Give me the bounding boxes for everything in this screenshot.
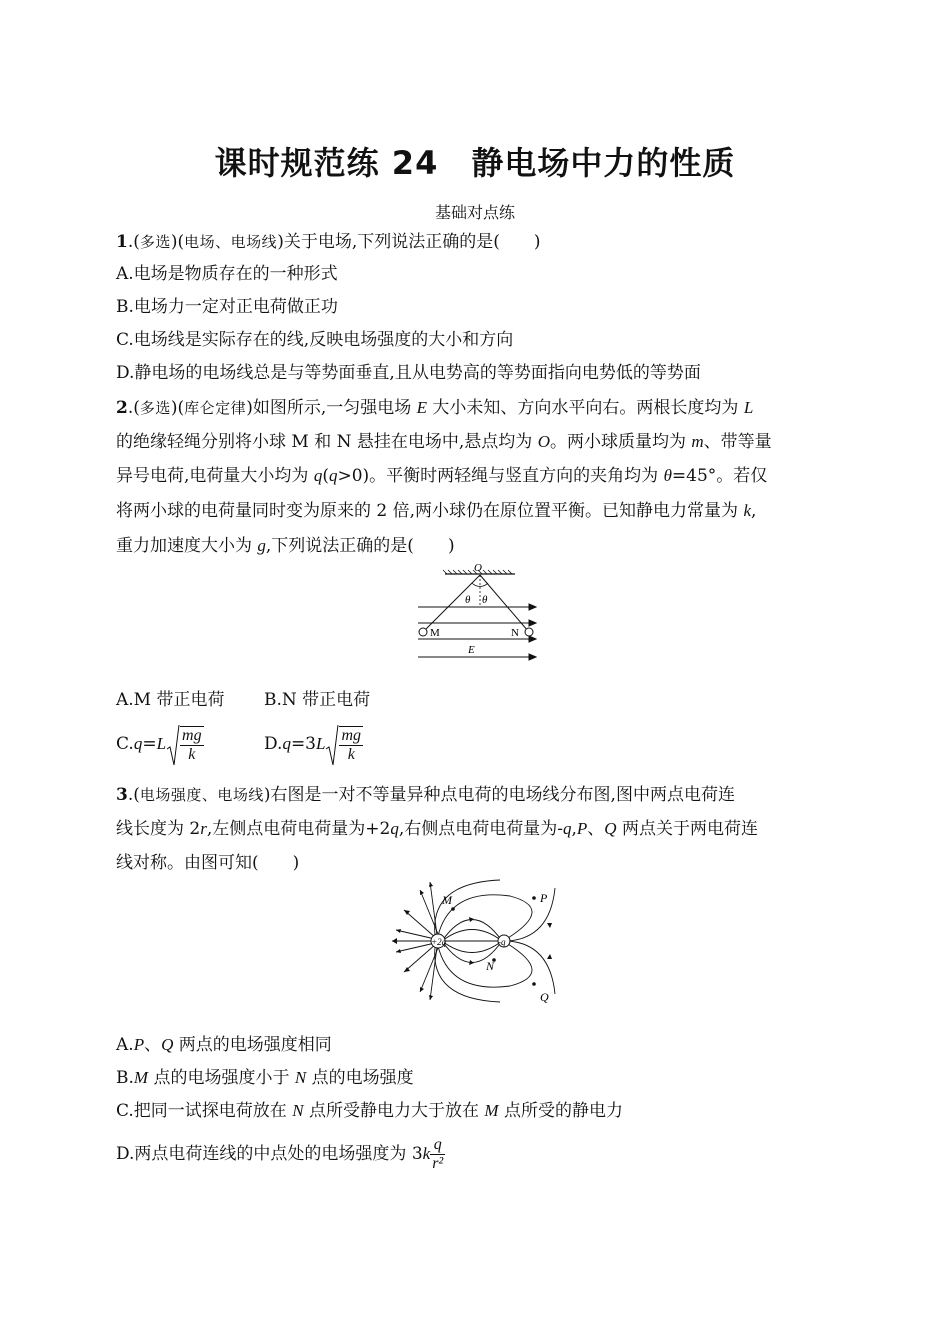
q2-optd-eq: =3 [290, 734, 316, 754]
q3-number: 3 [116, 785, 128, 805]
q2-l1-post: )如图所示,一匀强电场 [246, 398, 417, 418]
q2-optd-q: q [282, 734, 291, 753]
q3-optd-fraction [430, 1136, 445, 1173]
q3-opta-post: 两点的电场强度相同 [173, 1035, 332, 1055]
q2-optc-num: mg [182, 727, 202, 744]
q3-symbol-Q: Q [604, 819, 617, 838]
q3-symbol-q2: q [562, 819, 572, 838]
q2-l4b: , [750, 501, 757, 521]
q3-symbol-P: P [576, 819, 588, 838]
q3-stem-line1 [116, 783, 735, 807]
q1-number: 1 [116, 232, 128, 252]
section-subtitle: 基础对点练 [434, 203, 515, 222]
q2-l2b: 。两小球质量均为 [550, 432, 692, 452]
q3-stem-line3: 线对称。由图可知( ) [116, 853, 300, 873]
q3-fig-label-N: N [486, 959, 495, 973]
q2-optc-fraction [180, 726, 204, 764]
q3-l1-post: )右图是一对不等量异种点电荷的电场线分布图,图中两点电荷连 [263, 785, 735, 805]
q1-stem [116, 230, 541, 254]
q1-option-d: D.静电场的电场线总是与等势面垂直,且从电势高的等势面指向电势低的等势面 [116, 363, 701, 383]
q2-fig-label-O: O [474, 562, 482, 574]
q2-l3c: >0)。平衡时两轻绳与竖直方向的夹角均为 [337, 466, 664, 486]
q2-optd-den: k [339, 745, 363, 764]
q1-stem-pre: .( [127, 232, 140, 252]
q2-stem-line2 [116, 430, 772, 454]
q2-symbol-q2: q [328, 466, 338, 485]
q2-fig-label-N: N [511, 627, 519, 639]
q2-optc-eq: = [142, 734, 157, 754]
q3-optb-post: 点的电场强度 [306, 1068, 414, 1088]
q2-fig-label-theta-left: θ [465, 594, 471, 606]
q3-optb-M: M [133, 1068, 149, 1087]
q3-option-d [116, 1134, 445, 1174]
q2-symbol-theta: θ [663, 466, 672, 485]
q3-opta-mid: 、 [144, 1035, 162, 1055]
q3-l2a: 线长度为 2 [116, 819, 201, 839]
q2-optd-L: L [316, 734, 326, 753]
q2-stem-line5 [116, 534, 455, 558]
q3-fig-label-minus: -q [498, 937, 506, 947]
q3-fig-label-Q: Q [540, 990, 549, 1004]
q2-stem-line1 [116, 396, 753, 420]
q1-option-c: C.电场线是实际存在的线,反映电场强度的大小和方向 [116, 330, 514, 350]
q1-stem-post: )关于电场,下列说法正确的是( ) [277, 232, 541, 252]
q2-l4a: 将两小球的电荷量同时变为原来的 2 倍,两小球仍在原位置平衡。已知静电力常量为 [116, 501, 744, 521]
q1-topic: 电场、电场线 [184, 233, 278, 251]
q2-option-a: A.M 带正电荷 [116, 690, 225, 710]
q3-l2b: ,左侧点电荷电荷量为+2 [206, 819, 391, 839]
q3-symbol-r: r [200, 819, 207, 838]
q3-field-line-figure [390, 878, 562, 1008]
q2-optc-L: L [156, 734, 167, 753]
q3-topic: 电场强度、电场线 [139, 786, 264, 804]
q3-optc-N: N [292, 1101, 304, 1120]
q2-symbol-L: L [743, 398, 754, 417]
q3-optc-M: M [484, 1101, 499, 1120]
q2-option-d [264, 722, 363, 767]
q2-symbol-E: E [416, 398, 428, 417]
q2-fig-label-E: E [468, 644, 475, 656]
q3-optd-num: q [433, 1136, 442, 1153]
q3-opta-P: P [133, 1035, 145, 1054]
q2-optd-num: mg [341, 727, 362, 744]
q2-optd-pre: D. [264, 734, 283, 754]
q3-optd-k: k [422, 1144, 431, 1163]
q2-symbol-k: k [743, 501, 751, 520]
q2-l1-mid: )( [170, 398, 185, 418]
q3-optb-pre: B. [116, 1068, 134, 1088]
q2-symbol-g: g [257, 536, 266, 555]
q3-option-a [116, 1033, 332, 1057]
q1-option-b: B.电场力一定对正电荷做正功 [116, 297, 338, 317]
q3-l1-pre: .( [127, 785, 140, 805]
q2-stem-line3 [116, 464, 767, 488]
q2-number: 2 [116, 398, 128, 418]
q2-l5a: 重力加速度大小为 [116, 536, 258, 556]
q3-fig-label-P: P [540, 891, 548, 905]
q2-l3b: ( [322, 466, 329, 486]
q1-option-a: A.电场是物质存在的一种形式 [116, 264, 338, 284]
q2-optc-q: q [133, 734, 143, 753]
q3-opta-Q: Q [161, 1035, 174, 1054]
q2-fig-label-M: M [430, 627, 440, 639]
q2-pendulum-figure [410, 560, 550, 665]
q3-optc-mid: 点所受静电力大于放在 [303, 1101, 485, 1121]
q3-option-b [116, 1066, 414, 1090]
q2-stem-line4 [116, 499, 756, 523]
q3-optc-pre: C.把同一试探电荷放在 [116, 1101, 293, 1121]
q2-l1-pre: .( [127, 398, 140, 418]
q2-optc-pre: C. [116, 734, 134, 754]
q2-option-b: B.N 带正电荷 [264, 690, 371, 710]
q2-optd-fraction [339, 726, 363, 764]
q3-symbol-q: q [390, 819, 399, 838]
page-title: 课时规范练 24 静电场中力的性质 [214, 144, 736, 182]
q1-tag: 多选 [139, 233, 171, 251]
q2-tag: 多选 [139, 399, 171, 417]
q2-topic: 库仑定律 [184, 399, 247, 417]
q3-optd-den: r² [432, 1155, 444, 1172]
q2-optc-sqrt [166, 723, 204, 767]
q3-fig-label-plus: +2q [431, 937, 447, 947]
q3-optb-mid: 点的电场强度小于 [148, 1068, 295, 1088]
q2-l5b: ,下列说法正确的是( ) [265, 536, 455, 556]
q3-opta-pre: A. [116, 1035, 134, 1055]
q2-symbol-m: m [691, 432, 704, 451]
q1-stem-mid: )( [170, 232, 185, 252]
q3-optb-N: N [294, 1068, 307, 1087]
q2-l2c: 、带等量 [703, 432, 772, 452]
q2-optc-den: k [180, 745, 204, 764]
q2-fig-label-theta-right: θ [482, 594, 488, 606]
q2-l1-rest: 大小未知、方向水平向右。两根长度均为 [427, 398, 744, 418]
q3-option-c [116, 1099, 623, 1123]
q2-l3a: 异号电荷,电荷量大小均为 [116, 466, 314, 486]
q3-l2f: 两点关于两电荷连 [616, 819, 758, 839]
q2-optd-sqrt [325, 723, 363, 767]
q2-symbol-O: O [537, 432, 550, 451]
q3-l2d: , [571, 819, 577, 839]
q3-l2e: 、 [587, 819, 605, 839]
q2-symbol-q: q [313, 466, 323, 485]
q3-l2c: ,右侧点电荷电荷量为- [398, 819, 563, 839]
q3-fig-label-M: M [442, 893, 452, 907]
q2-option-c [116, 722, 204, 767]
q2-l3d: =45°。若仅 [671, 466, 768, 486]
q3-optc-post: 点所受的静电力 [498, 1101, 623, 1121]
q3-stem-line2 [116, 817, 758, 841]
q2-l2a: 的绝缘轻绳分别将小球 M 和 N 悬挂在电场中,悬点均为 [116, 432, 538, 452]
q3-optd-pre: D.两点电荷连线的中点处的电场强度为 3 [116, 1144, 423, 1164]
